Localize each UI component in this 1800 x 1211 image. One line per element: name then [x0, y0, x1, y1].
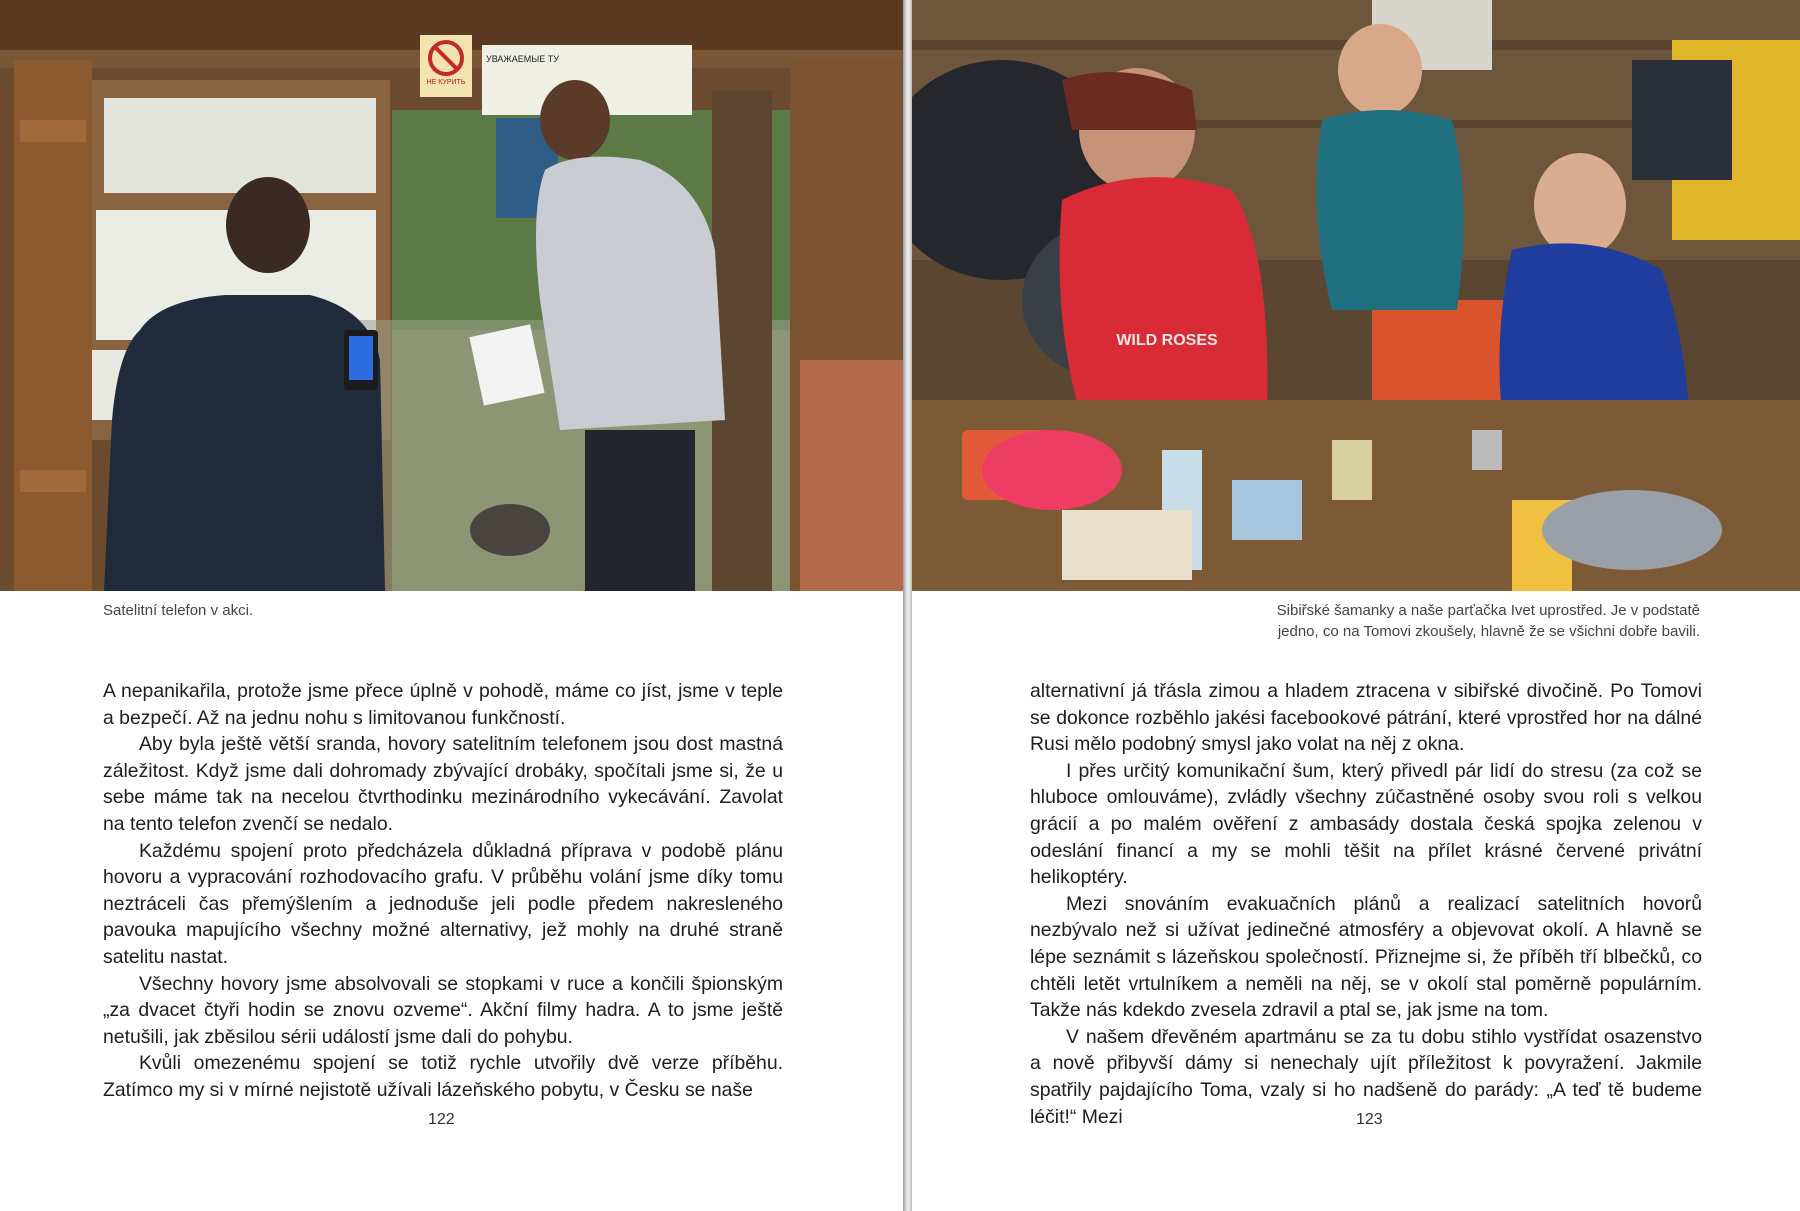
- right-page: [912, 0, 1800, 1211]
- paragraph: Kvůli omezenému spojení se totiž rychle utvořily dvě verze příběhu. Zatímco my si v mírné nejistotě užívali lázeňského pobytu, v Česku se naše: [103, 1052, 783, 1101]
- left-body-text: [103, 678, 783, 1104]
- no-smoking-sign-text: НЕ КУРИТЬ: [426, 79, 466, 86]
- paragraph: Každému spojení proto předcházela důkladná příprava v podobě plánu hovoru a vypracování rozhodovacího grafu. V průběhu volání jsme díky tomu neztráceli čas přemýšlením a jednoduše jeli podle předem nakresleného pavouka mapujícího všechny možné alternativy, jež mohly na druhé straně satelitu nastat.: [103, 839, 783, 968]
- right-photo-caption: [1080, 600, 1700, 642]
- page-number-left: 122: [428, 1111, 455, 1128]
- paragraph: Všechny hovory jsme absolvovali se stopkami v ruce a končili špionským „za dvacet čtyři hodin se znovu ozveme“. Akční filmy hadra. A to jsme ještě netušili, jak zběsilou sérii událostí jsme dali do pohybu.: [103, 972, 783, 1048]
- paragraph: I přes určitý komunikační šum, který přivedl pár lidí do stresu (za což se hluboce omlouváme), zvládly všechny zúčastněné osoby svou roli s velkou grácií a po malém ověření z ambasády dostala česká spojka zelenou v odeslání financí a my se mohli těšit na přílet krásné červené privátní helikoptéry.: [1030, 759, 1702, 889]
- book-gutter: [903, 0, 912, 1211]
- caption-line: Sibiřské šamanky a naše parťačka Ivet uprostřed. Je v podstatě: [1276, 602, 1700, 619]
- shirt-text: WILD ROSES: [1116, 332, 1218, 349]
- paragraph: Mezi snováním evakuačních plánů a realizací satelitních hovorů nezbývalo než si užívat jedinečné atmosféry a objevovat okolí. A hlavně se lépe seznámit s lázeňskou společností. Přiznejme si, že příběh tří blbečků, co chtěli letět vrtulníkem a neměli na něj, se v okolí stal poměrně populárním. Takže nás kdekdo zvesela zdravil a ptal se, jak jsme na tom.: [1030, 892, 1702, 1022]
- left-photo-illustration: [0, 0, 903, 591]
- paragraph: alternativní já třásla zimou a hladem ztracena v sibiřské divočině. Po Tomovi se dokonce rozběhlo jakési facebookové pátrání, které vprostřed hor na dálné Rusi mělo podobný smysl jako volat na něj z okna.: [1030, 680, 1702, 756]
- paragraph: A nepanikařila, protože jsme přece úplně v pohodě, máme co jíst, jsme v teple a bezpečí. Až na jednu nohu s limitovanou funkčností.: [103, 680, 783, 729]
- left-photo-caption: Satelitní telefon v akci.: [103, 602, 254, 619]
- russian-sign-text: УВАЖАЕМЫЕ ТУ: [486, 54, 559, 64]
- right-photo-shamans: [912, 0, 1800, 591]
- left-photo-satellite-phone: [0, 0, 903, 591]
- right-body-text: [1030, 678, 1702, 1130]
- page-number-right: 123: [1356, 1111, 1383, 1128]
- right-photo-illustration: [912, 0, 1800, 591]
- caption-line: jedno, co na Tomovi zkoušely, hlavně že se všichni dobře bavili.: [1277, 623, 1700, 640]
- paragraph: Aby byla ještě větší sranda, hovory satelitním telefonem jsou dost mastná záležitost. Když jsme dali dohromady zbývající drobáky, spočítali jsme si, že u sebe máme tak na necelou čtvrthodinku mezinárodního vykecávání. Zavolat na tento telefon zvenčí se nedalo.: [103, 733, 783, 835]
- paragraph: V našem dřevěném apartmánu se za tu dobu stihlo vystřídat osazenstvo a nově přibyvší dámy si nenechaly ujít příležitost k povyražení. Jakmile spatřily pajdajícího Toma, vzaly si ho nadšeně do parády: „A teď tě budeme léčit!“ Mezi: [1030, 1025, 1702, 1128]
